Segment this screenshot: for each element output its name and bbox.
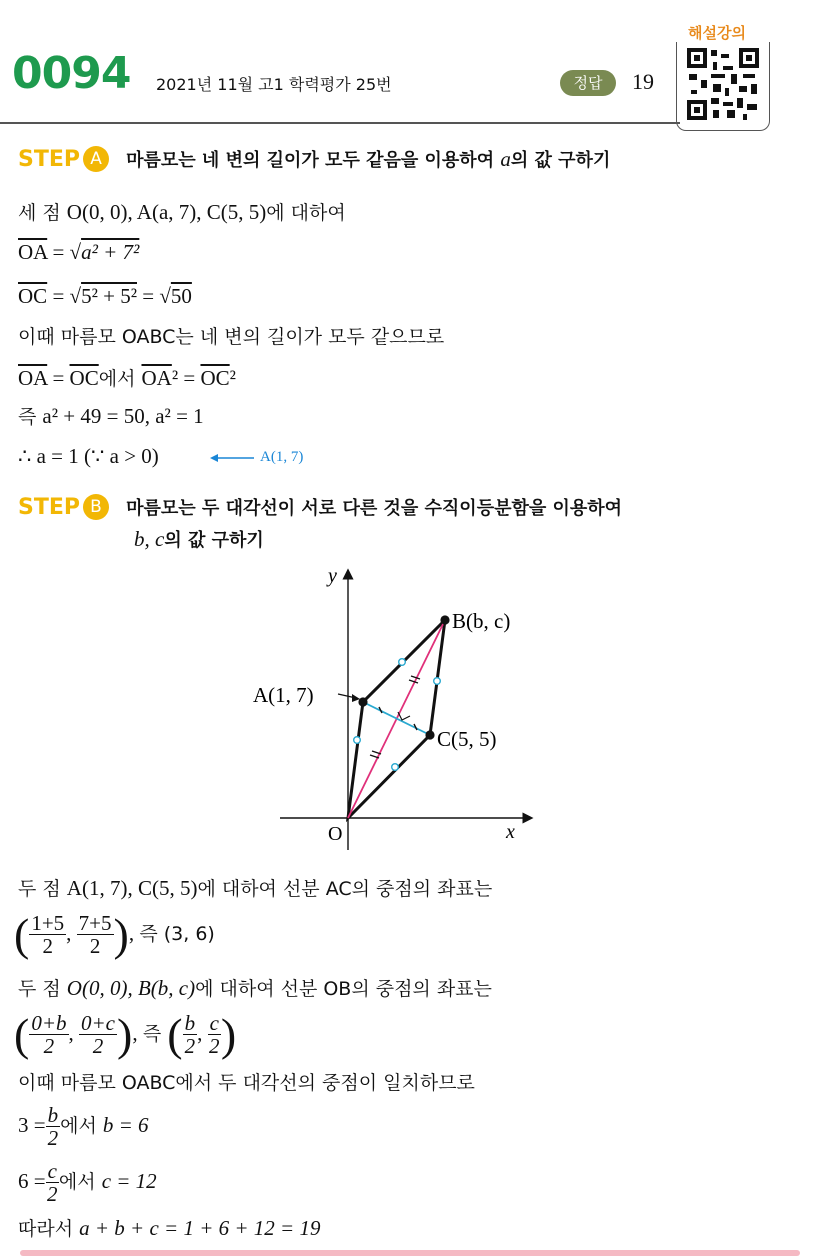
sol-b-line-2: ( $\frac{1+5}{2}$ , $\frac{7+5}{2}$ ), 즉 (3, 6)	[14, 909, 215, 960]
sol-b-line-5: 이때 마름모 OABC에서 두 대각선의 중점이 일치하므로	[18, 1072, 475, 1094]
step-b-tag: STEP	[18, 495, 81, 520]
l1-math: A(1, 7), C(5, 5)	[66, 876, 198, 900]
frac-7: $\frac{b}{2}$	[47, 1103, 59, 1151]
line1-text: 세 점	[18, 202, 67, 224]
line5-post: 에서	[98, 368, 136, 390]
answer-badge: 정답	[560, 70, 616, 96]
step-a-letter: A	[83, 146, 109, 172]
l4-post: 즉	[142, 1023, 162, 1045]
seg-oa: $\overline{OA}$	[18, 240, 48, 264]
point-a	[358, 697, 367, 706]
l8-math: a + b + c = 1 + 6 + 12 = 19	[79, 1216, 321, 1240]
seg-oc-3: $\overline{OC}$	[200, 366, 230, 390]
frac-3: $\frac{0+b}{2}$	[31, 1010, 67, 1058]
note-a-point: A(1, 7)	[260, 449, 304, 465]
l2-post: 즉 (3, 6)	[139, 923, 215, 945]
step-a-title-post: 의 값 구하기	[510, 150, 611, 171]
qr-code-icon[interactable]	[687, 48, 759, 120]
origin-label: O	[328, 823, 343, 845]
step-b-title-line-1: 마름모는 두 대각선이 서로 다른 것을 수직이등분함을 이용하여	[126, 498, 623, 519]
l8-pre: 따라서	[18, 1218, 74, 1240]
l3-math: O(0, 0), B(b, c)	[66, 976, 196, 1000]
line1-post: 에 대하여	[266, 202, 346, 224]
answer-value: 19	[632, 69, 654, 94]
step-b-title-post: 의 값 구하기	[164, 530, 264, 551]
step-a-line-oc: $\overline{OC} = √5^2 + 5^2 = √50$	[18, 284, 192, 308]
step-a-line-5: $\overline{OA} = \overline{OC}$에서 $\overline{OA}^2 = \overline{OC}^2$	[18, 366, 236, 390]
sol-b-line-6	[18, 1104, 149, 1149]
step-a-title-pre: 마름모는 네 변의 길이가 모두 같음을 이용하여	[126, 150, 501, 171]
step-a-line-oa: $\overline{OA} = √a^2 + 7^2$	[18, 240, 140, 264]
step-a-line-6	[18, 402, 204, 429]
oa-expression: a² + 7²	[81, 240, 140, 264]
sol-b-line-3	[18, 974, 492, 1001]
frac-4: $\frac{0+c}{2}$	[81, 1010, 115, 1058]
rhombus-diagram	[240, 560, 560, 860]
seg-oc-2: $\overline{OC}$	[69, 366, 99, 390]
y-axis-label: y	[328, 565, 337, 587]
point-c	[425, 730, 434, 739]
sol-b-line-1	[18, 874, 492, 901]
l1-post: 에 대하여 선분 AC의 중점의 좌표는	[197, 878, 493, 900]
oc-expression-2: 50	[170, 284, 192, 308]
l3-post: 에 대하여 선분 OB의 중점의 좌표는	[195, 978, 492, 1000]
line7-math: ∴ a = 1 (∵ a > 0)	[18, 444, 159, 468]
l7-post: 에서	[58, 1171, 96, 1194]
problem-number: 0094	[12, 48, 131, 99]
l6-pre: 3 =	[18, 1113, 46, 1138]
step-b-letter: B	[83, 494, 109, 520]
qr-code-box[interactable]	[676, 42, 770, 131]
problem-source: 2021년 11월 고1 학력평가 25번	[156, 75, 392, 94]
diagonal-ac	[363, 702, 430, 735]
point-b-label: B(b, c)	[452, 609, 511, 633]
l1-pre: 두 점	[18, 878, 67, 900]
step-a-line-7	[18, 444, 159, 469]
l6-result: b = 6	[102, 1113, 149, 1138]
step-a-line-4: 이때 마름모 OABC는 네 변의 길이가 모두 같으므로	[18, 326, 445, 348]
step-a-title-var: a	[500, 147, 511, 171]
seg-oa-2: $\overline{OA}$	[18, 366, 48, 390]
step-b-heading	[18, 494, 622, 520]
oc-expression-1: 5² + 5²	[81, 284, 137, 308]
step-a-line-1	[18, 198, 346, 225]
sol-b-line-7	[18, 1160, 157, 1205]
bottom-bar	[20, 1250, 800, 1256]
l3-pre: 두 점	[18, 978, 67, 1000]
l7-result: c = 12	[101, 1169, 157, 1194]
frac-1: $\frac{1+5}{2}$	[31, 910, 65, 958]
step-b-title-vars: b, c	[134, 527, 165, 551]
x-axis-label: x	[506, 821, 515, 843]
step-b-title-line-2	[134, 526, 264, 552]
frac-6: $\frac{c}{2}$	[208, 1010, 220, 1058]
frac-8: $\frac{c}{2}$	[47, 1159, 58, 1207]
point-c-label: C(5, 5)	[437, 727, 497, 751]
l7-pre: 6 =	[18, 1169, 46, 1194]
line6-math: a² + 49 = 50, a² = 1	[42, 404, 204, 428]
line1-math: O(0, 0), A(a, 7), C(5, 5)	[66, 200, 267, 224]
frac-2: $\frac{7+5}{2}$	[78, 910, 112, 958]
step-a-heading	[18, 146, 610, 172]
lecture-label: 해설강의	[688, 24, 746, 42]
sol-b-line-4: ( $\frac{0+b}{2}$ , $\frac{0+c}{2}$ ), 즉 ( $\frac{b}{2}$ , $\frac{c}{2}$ )	[14, 1009, 237, 1060]
l6-post: 에서	[60, 1115, 97, 1138]
step-a-tag: STEP	[18, 147, 81, 172]
frac-5: $\frac{b}{2}$	[184, 1010, 196, 1058]
point-a-label: A(1, 7)	[253, 683, 314, 707]
header-rule	[0, 122, 680, 124]
seg-oa-3: $\overline{OA}$	[141, 366, 172, 390]
sol-b-line-8	[18, 1214, 320, 1241]
seg-oc: $\overline{OC}$	[18, 284, 48, 308]
line6-pre: 즉	[18, 406, 37, 428]
arrow-left-icon	[210, 452, 256, 464]
point-b	[440, 615, 449, 624]
